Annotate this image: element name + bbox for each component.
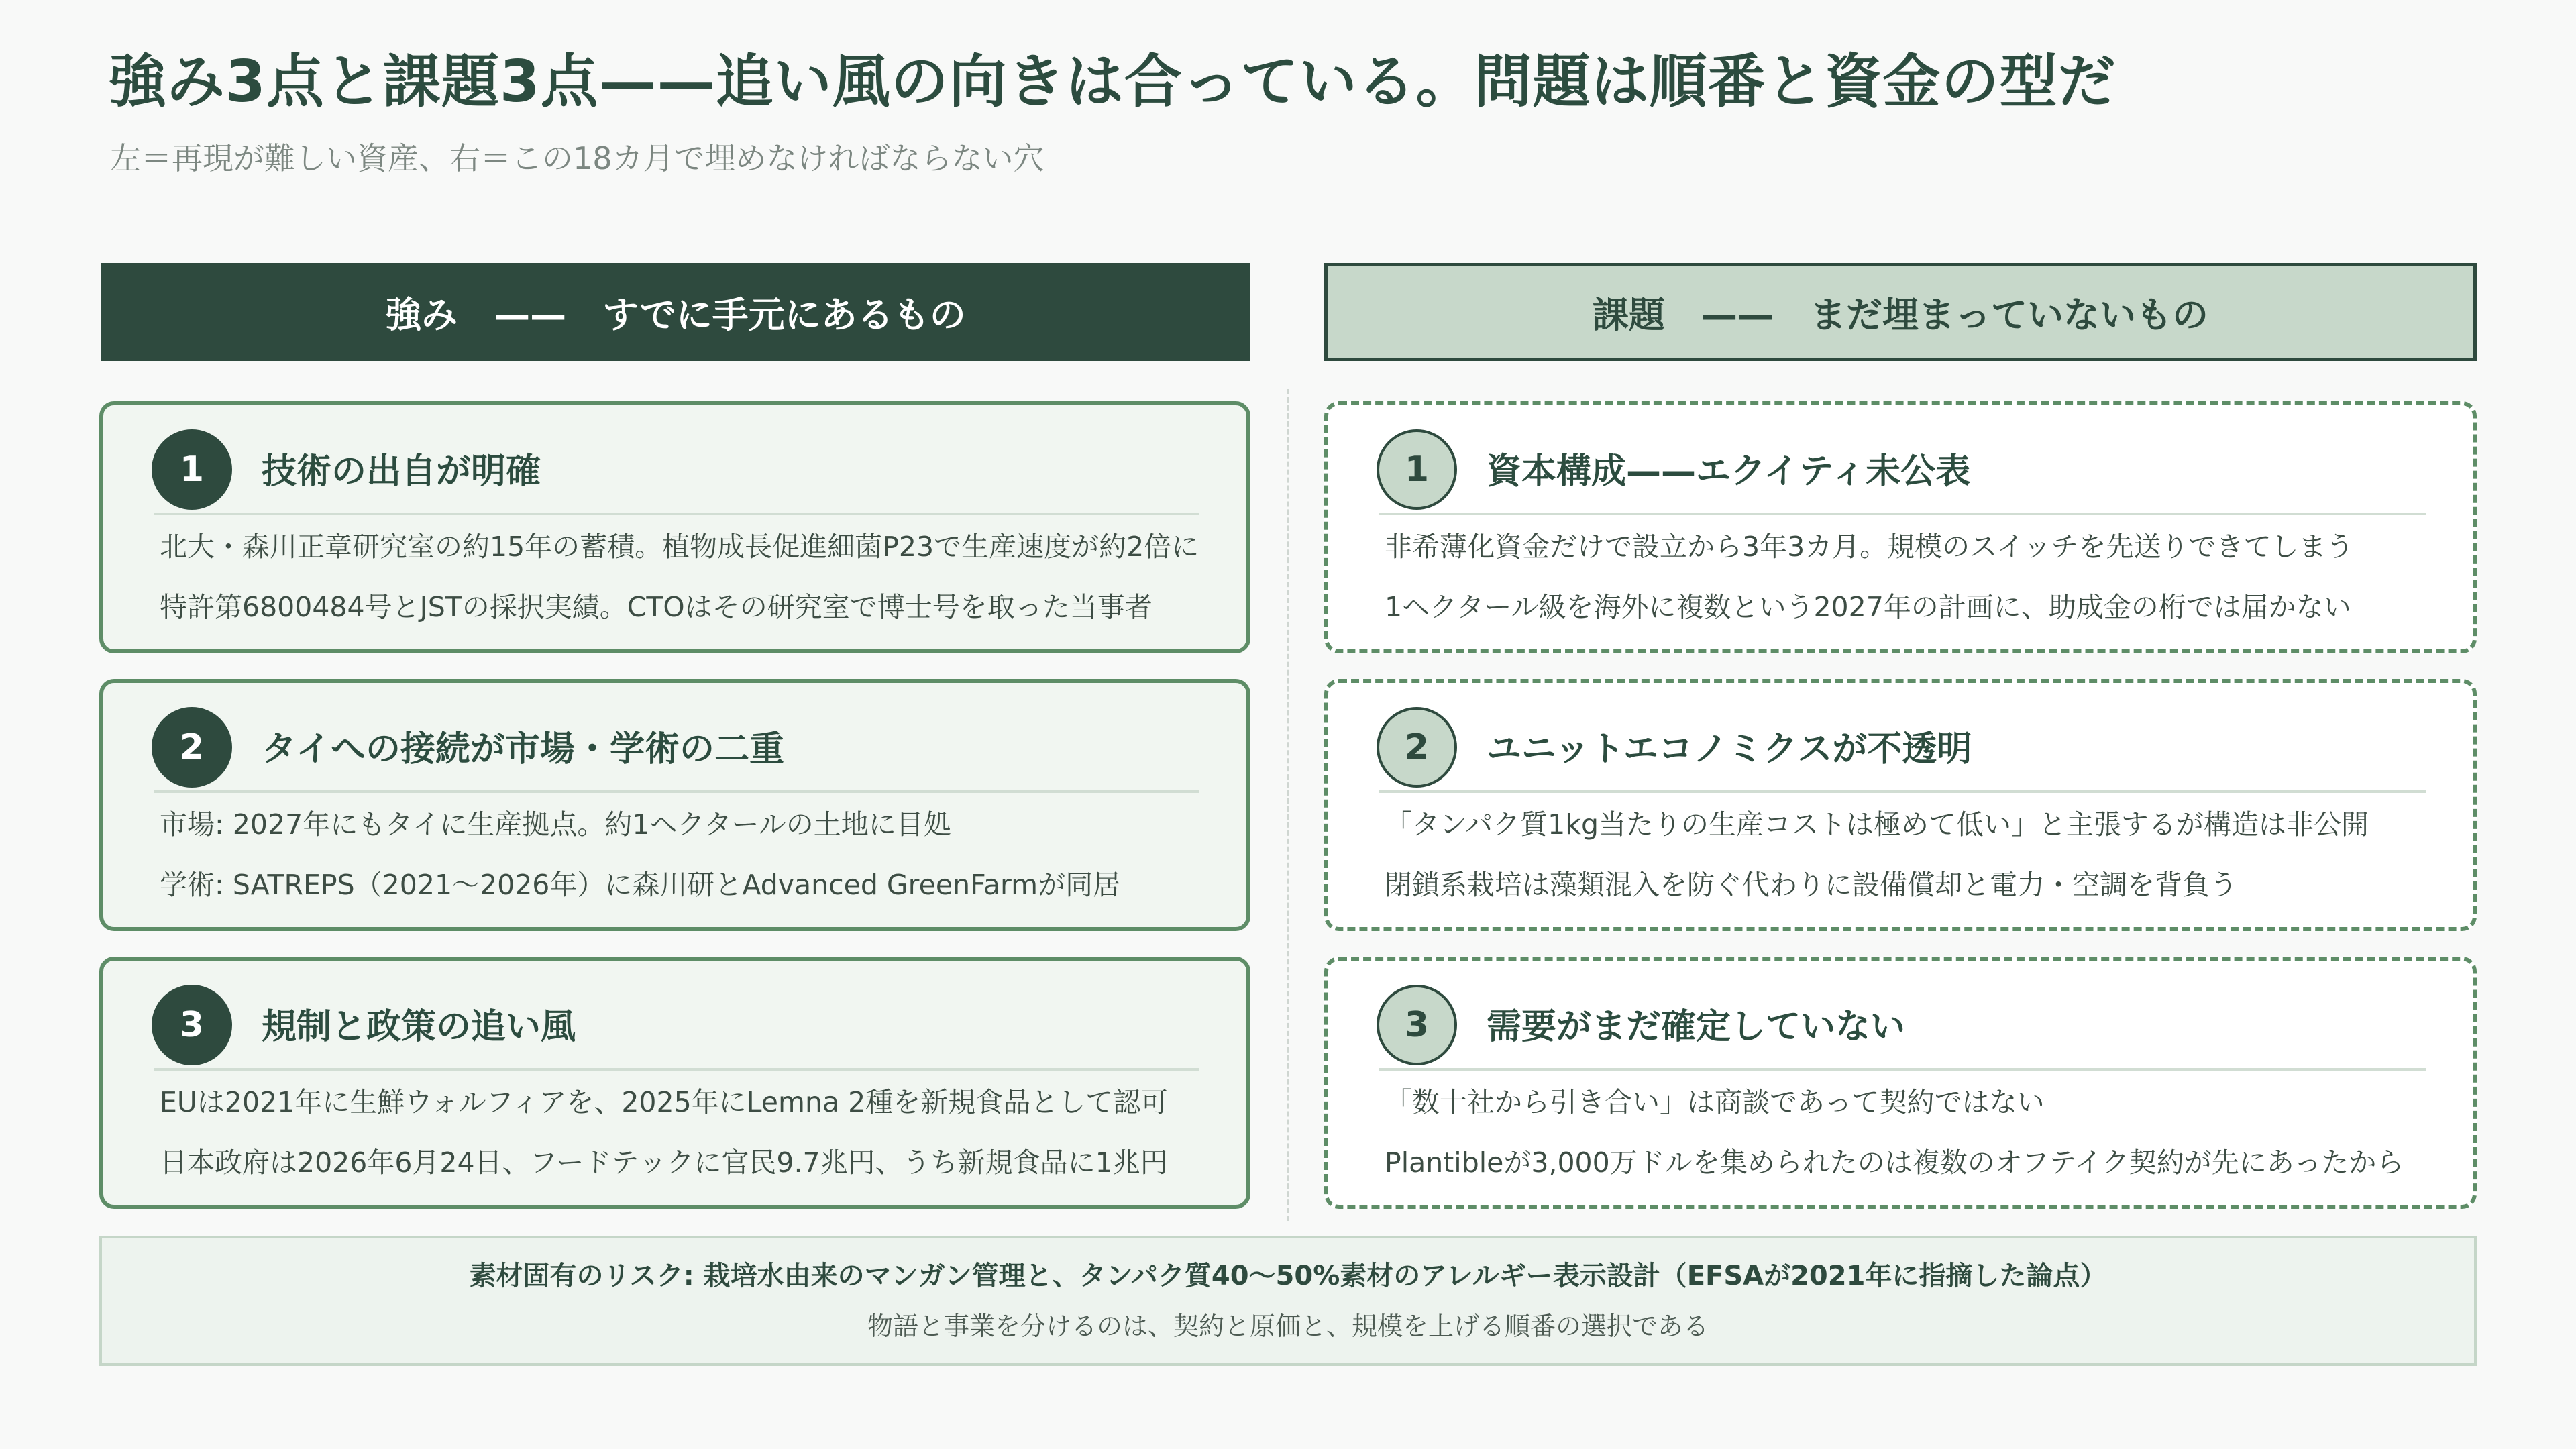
card-text: 学術: SATREPS（2021〜2026年）に森川研とAdvanced GreenFarmが同居 — [160, 869, 1121, 901]
footer-conclusion: 物語と事業を分けるのは、契約と原価と、規模を上げる順番の選択である — [867, 1311, 1709, 1341]
card-title: 需要がまだ確定していない — [1487, 1007, 1906, 1047]
card-divider — [1379, 513, 2426, 515]
page-subtitle: 左＝再現が難しい資産、右＝この18カ月で埋めなければならない穴 — [110, 140, 1044, 176]
card-title: 規制と政策の追い風 — [262, 1007, 576, 1047]
card-text: 特許第6800484号とJSTの採択実績。CTOはその研究室で博士号を取った当事者 — [160, 591, 1152, 623]
card-text: EUは2021年に生鮮ウォルフィアを、2025年にLemna 2種を新規食品として認可 — [160, 1086, 1169, 1118]
card-title: タイへの接続が市場・学術の二重 — [262, 729, 784, 769]
card-divider — [154, 1068, 1199, 1071]
card-text: 1ヘクタール級を海外に複数という2027年の計画に、助成金の桁では届かない — [1385, 591, 2351, 623]
card-text: 市場: 2027年にもタイに生産拠点。約1ヘクタールの土地に目処 — [160, 808, 951, 841]
card-title: 資本構成——エクイティ未公表 — [1487, 451, 1971, 492]
footer-risk-text: 素材固有のリスク: 栽培水由来のマンガン管理と、タンパク質40〜50%素材のアレルギー表示設計（EFSAが2021年に指摘した論点） — [469, 1260, 2107, 1291]
risk-footer — [99, 1236, 2477, 1366]
card-divider — [1379, 1068, 2426, 1071]
card-title: 技術の出自が明確 — [262, 451, 541, 492]
card-text: Plantibleが3,000万ドルを集められたのは複数のオフテイク契約が先にあったから — [1385, 1146, 2404, 1179]
card-divider — [154, 790, 1199, 793]
column-divider — [1287, 389, 1289, 1221]
number-badge: 1 — [152, 429, 232, 510]
number-badge: 2 — [1377, 707, 1457, 788]
card-title: ユニットエコノミクスが不透明 — [1487, 729, 1972, 769]
number-badge: 2 — [152, 707, 232, 788]
card-divider — [154, 513, 1199, 515]
strength-card-1 — [99, 401, 1250, 653]
strength-card-3 — [99, 957, 1250, 1209]
card-text: 日本政府は2026年6月24日、フードテックに官民9.7兆円、うち新規食品に1兆円 — [160, 1146, 1168, 1179]
challenge-card-2 — [1324, 679, 2477, 931]
number-badge: 1 — [1377, 429, 1457, 510]
page-title: 強み3点と課題3点——追い風の向きは合っている。問題は順番と資金の型だ — [109, 48, 2116, 115]
card-text: 北大・森川正章研究室の約15年の蓄積。植物成長促進細菌P23で生産速度が約2倍に — [160, 531, 1199, 563]
number-badge: 3 — [1377, 985, 1457, 1065]
number-badge: 3 — [152, 985, 232, 1065]
strengths-header: 強み —— すでに手元にあるもの — [101, 263, 1250, 361]
card-text: 「タンパク質1kg当たりの生産コストは極めて低い」と主張するが構造は非公開 — [1385, 808, 2369, 841]
card-divider — [1379, 790, 2426, 793]
strength-card-2 — [99, 679, 1250, 931]
card-text: 非希薄化資金だけで設立から3年3カ月。規模のスイッチを先送りできてしまう — [1385, 531, 2354, 563]
challenge-card-3 — [1324, 957, 2477, 1209]
challenges-header: 課題 —— まだ埋まっていないもの — [1324, 263, 2477, 361]
card-text: 「数十社から引き合い」は商談であって契約ではない — [1385, 1086, 2045, 1118]
card-text: 閉鎖系栽培は藻類混入を防ぐ代わりに設備償却と電力・空調を背負う — [1385, 869, 2237, 901]
challenge-card-1 — [1324, 401, 2477, 653]
